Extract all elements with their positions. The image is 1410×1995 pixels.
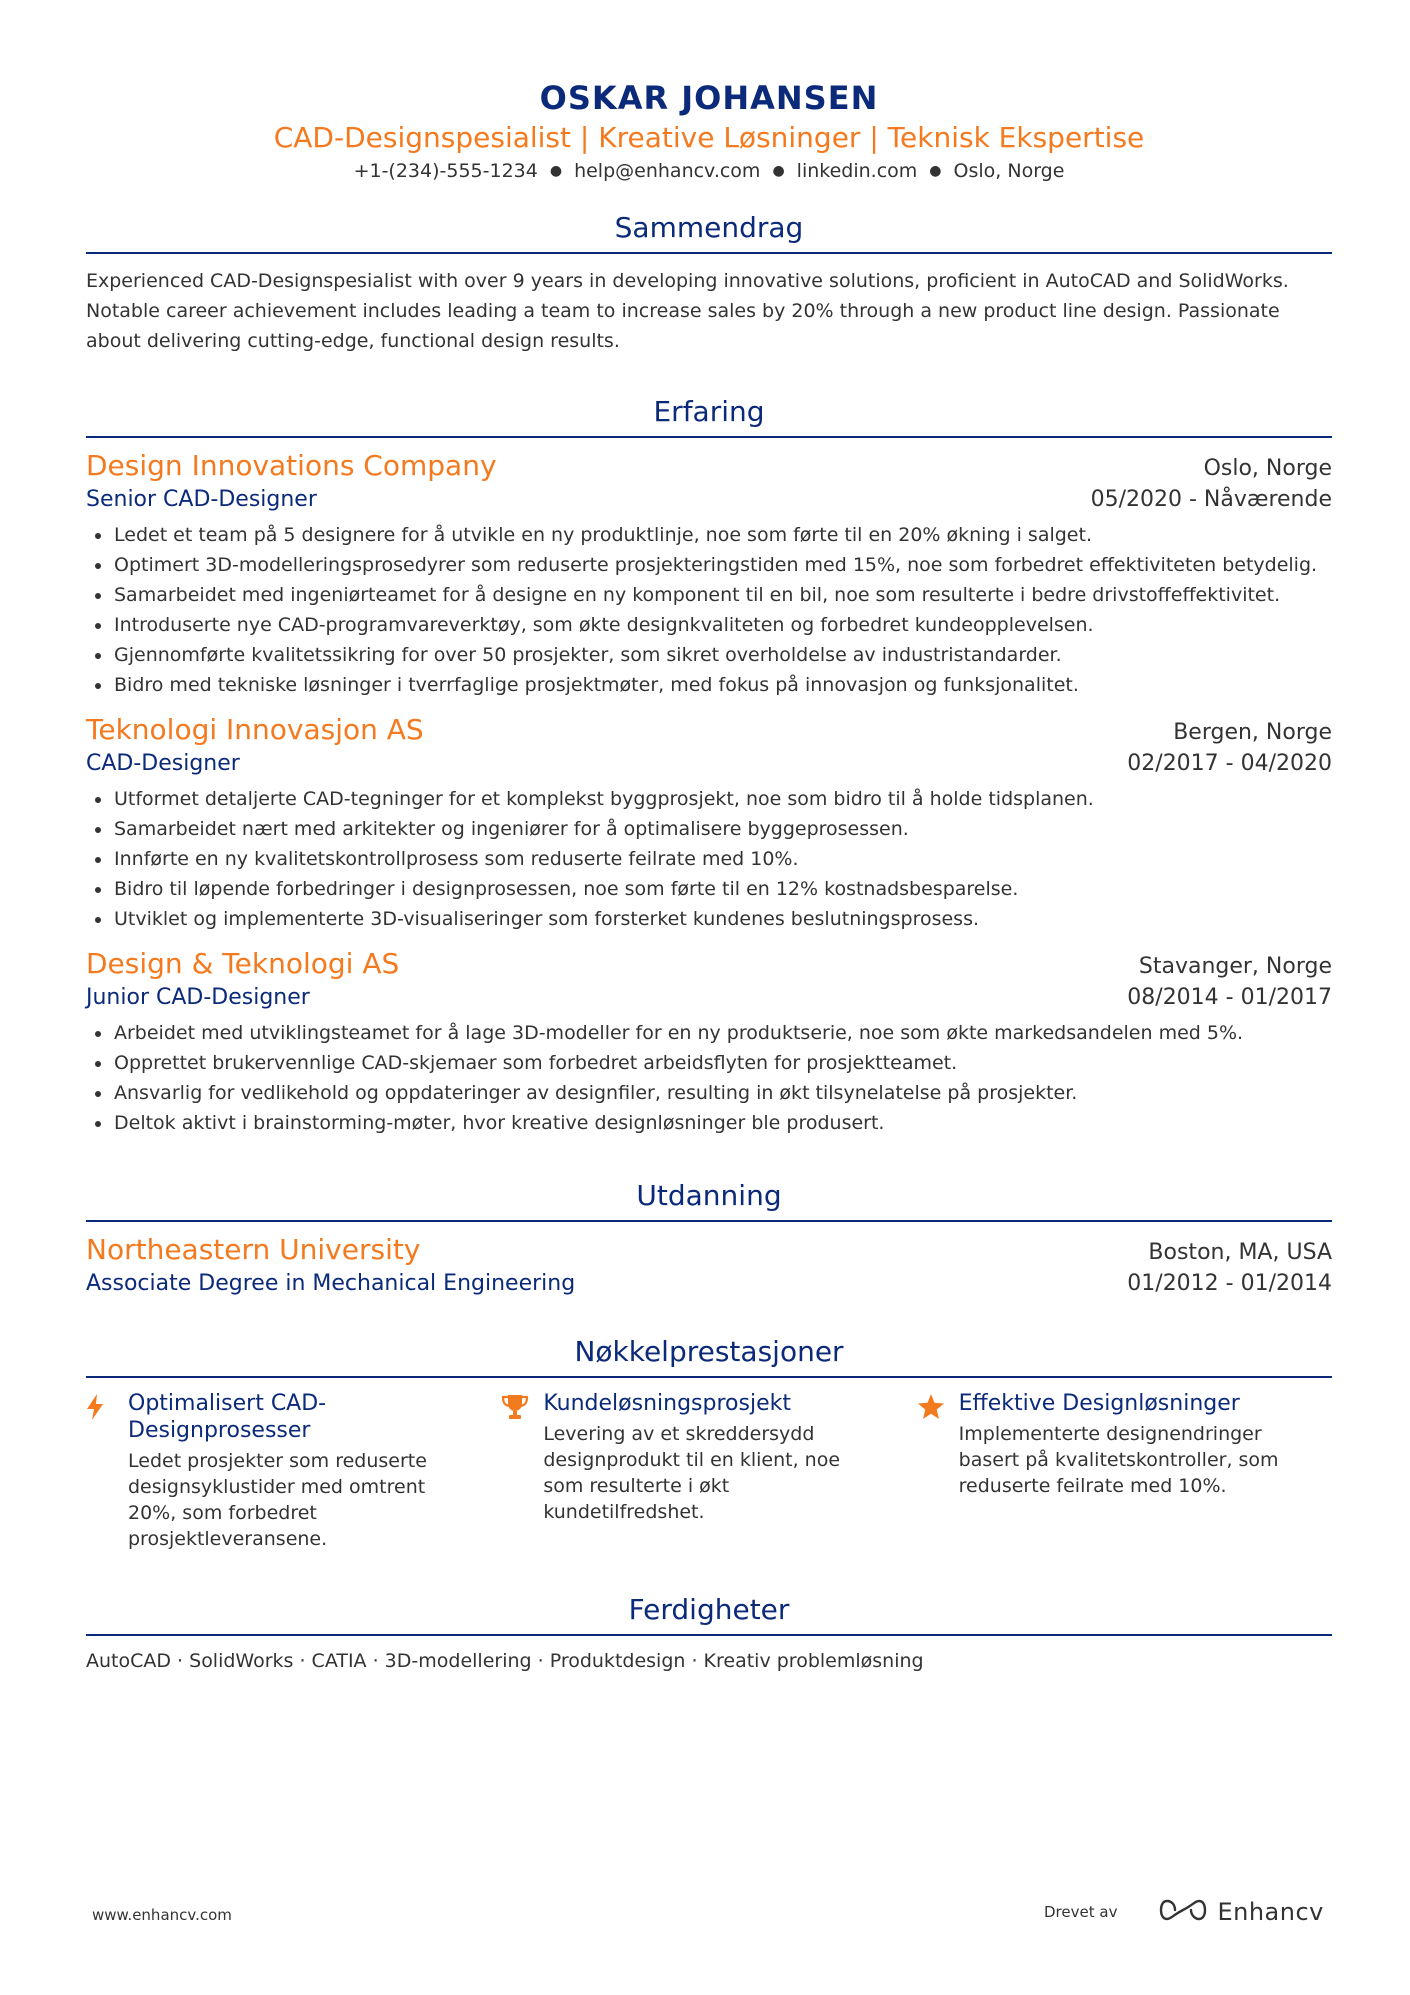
education-dates: 01/2012 - 01/2014 bbox=[1127, 1271, 1332, 1296]
experience-section bbox=[86, 394, 1332, 1138]
bullet-item: Utformet detaljerte CAD-tegninger for et komplekst byggprosjekt, noe som bidro til å holde tidsplanen. bbox=[86, 784, 1332, 814]
degree: Associate Degree in Mechanical Engineering bbox=[86, 1271, 576, 1296]
achievement-item bbox=[501, 1390, 916, 1552]
linkedin-link[interactable]: linkedin.com bbox=[796, 160, 918, 182]
job-entry bbox=[86, 712, 1332, 934]
achievement-item bbox=[86, 1390, 501, 1552]
bullet-item: Gjennomførte kvalitetssikring for over 50 prosjekter, som sikret overholdelse av industristandarder. bbox=[86, 640, 1332, 670]
achievement-text: Ledet prosjekter som reduserte designsyklustider med omtrent 20%, som forbedret prosjektleveransene. bbox=[128, 1450, 427, 1550]
contact-line bbox=[86, 158, 1332, 184]
bullet-item: Utviklet og implementerte 3D-visualiseringer som forsterket kundenes beslutningsprosess. bbox=[86, 904, 1332, 934]
job-title: Senior CAD-Designer bbox=[86, 487, 317, 512]
bullet-item: Ansvarlig for vedlikehold og oppdateringer av designfiler, resulting in økt tilsynelatelse på prosjekter. bbox=[86, 1078, 1332, 1108]
company-name: Design Innovations Company bbox=[86, 449, 497, 482]
job-bullets bbox=[86, 1018, 1332, 1138]
location: Oslo, Norge bbox=[953, 160, 1065, 182]
job-location: Stavanger, Norge bbox=[1138, 954, 1332, 979]
phone: +1-(234)-555-1234 bbox=[353, 160, 538, 182]
separator-dot: ● bbox=[929, 163, 942, 179]
bullet-item: Innførte en ny kvalitetskontrollprosess som reduserte feilrate med 10%. bbox=[86, 844, 1332, 874]
section-title-summary: Sammendrag bbox=[86, 210, 1332, 254]
bullet-item: Bidro med tekniske løsninger i tverrfaglige prosjektmøter, med fokus på innovasjon og funksjonalitet. bbox=[86, 670, 1332, 700]
enhancv-logo-icon bbox=[1159, 1898, 1207, 1926]
education-section bbox=[86, 1178, 1332, 1300]
bullet-item: Ledet et team på 5 designere for å utvikle en ny produktlinje, noe som førte til en 20% økning i salget. bbox=[86, 520, 1332, 550]
job-entry bbox=[86, 448, 1332, 700]
bullet-item: Arbeidet med utviklingsteamet for å lage 3D-modeller for en ny produktserie, noe som økte markedsandelen med 5%. bbox=[86, 1018, 1332, 1048]
job-bullets bbox=[86, 520, 1332, 700]
footer-website[interactable]: www.enhancv.com bbox=[92, 1906, 232, 1924]
company-name: Teknologi Innovasjon AS bbox=[86, 713, 424, 746]
brand-name: Enhancv bbox=[1217, 1898, 1324, 1926]
footer-branding bbox=[1044, 1898, 1324, 1926]
summary-text: Experienced CAD-Designspesialist with over 9 years in developing innovative solutions, proficient in AutoCAD and SolidWorks. Notable career achievement includes leading a team to increase sales by 20% through a new product line design. Passionate about delivering cutting-edge, functional design results. bbox=[86, 270, 1289, 352]
section-title-experience: Erfaring bbox=[86, 394, 1332, 438]
bullet-item: Deltok aktivt i brainstorming-møter, hvor kreative designløsninger ble produsert. bbox=[86, 1108, 1332, 1138]
school-name: Northeastern University bbox=[86, 1233, 421, 1266]
job-title: Junior CAD-Designer bbox=[86, 985, 310, 1010]
bullet-item: Bidro til løpende forbedringer i designprosessen, noe som førte til en 12% kostnadsbesparelse. bbox=[86, 874, 1332, 904]
star-icon bbox=[917, 1390, 959, 1552]
job-entry bbox=[86, 946, 1332, 1138]
skills-section bbox=[86, 1592, 1332, 1676]
email-link[interactable]: help@enhancv.com bbox=[574, 160, 761, 182]
achievements-section bbox=[86, 1334, 1332, 1552]
separator-dot: ● bbox=[549, 163, 563, 179]
achievement-title: Effektive Designløsninger bbox=[958, 1391, 1240, 1416]
separator-dot: ● bbox=[772, 163, 785, 179]
achievement-item bbox=[917, 1390, 1332, 1552]
job-dates: 05/2020 - Nåværende bbox=[1090, 487, 1332, 512]
trophy-icon bbox=[501, 1390, 543, 1552]
section-title-skills: Ferdigheter bbox=[86, 1592, 1332, 1636]
achievement-title: Kundeløsningsprosjekt bbox=[543, 1391, 791, 1416]
job-bullets bbox=[86, 784, 1332, 934]
headline: CAD-Designspesialist | Kreative Løsninger | Teknisk Ekspertise bbox=[273, 121, 1145, 154]
powered-by-label: Drevet av bbox=[1044, 1903, 1118, 1921]
school-location: Boston, MA, USA bbox=[1148, 1240, 1332, 1265]
job-title: CAD-Designer bbox=[86, 751, 240, 776]
skills-list: AutoCAD · SolidWorks · CATIA · 3D-modellering · Produktdesign · Kreativ problemløsning bbox=[86, 1650, 924, 1672]
job-dates: 08/2014 - 01/2017 bbox=[1127, 985, 1332, 1010]
bullet-item: Samarbeidet nært med arkitekter og ingeniører for å optimalisere byggeprosessen. bbox=[86, 814, 1332, 844]
job-dates: 02/2017 - 04/2020 bbox=[1127, 751, 1332, 776]
bullet-item: Optimert 3D-modelleringsprosedyrer som reduserte prosjekteringstiden med 15%, noe som forbedret effektiviteten betydelig. bbox=[86, 550, 1332, 580]
resume-page bbox=[86, 78, 1332, 1676]
job-location: Bergen, Norge bbox=[1173, 720, 1332, 745]
candidate-name: OSKAR JOHANSEN bbox=[539, 79, 879, 117]
section-title-education: Utdanning bbox=[86, 1178, 1332, 1222]
section-title-achievements: Nøkkelprestasjoner bbox=[86, 1334, 1332, 1378]
achievement-title: Optimalisert CAD-Designprosesser bbox=[128, 1391, 327, 1443]
company-name: Design & Teknologi AS bbox=[86, 947, 400, 980]
bullet-item: Introduserte nye CAD-programvareverktøy, som økte designkvaliteten og forbedret kundeopplevelsen. bbox=[86, 610, 1332, 640]
lightning-icon bbox=[86, 1390, 128, 1552]
summary-section bbox=[86, 210, 1332, 356]
achievement-text: Implementerte designendringer basert på kvalitetskontroller, som reduserte feilrate med 10%. bbox=[958, 1423, 1279, 1497]
job-location: Oslo, Norge bbox=[1203, 456, 1332, 481]
bullet-item: Samarbeidet med ingeniørteamet for å designe en ny komponent til en bil, noe som resulterte i bedre drivstoffeffektivitet. bbox=[86, 580, 1332, 610]
achievement-text: Levering av et skreddersydd designprodukt til en klient, noe som resulterte i økt kundetilfredshet. bbox=[543, 1423, 841, 1523]
bullet-item: Opprettet brukervennlige CAD-skjemaer som forbedret arbeidsflyten for prosjektteamet. bbox=[86, 1048, 1332, 1078]
